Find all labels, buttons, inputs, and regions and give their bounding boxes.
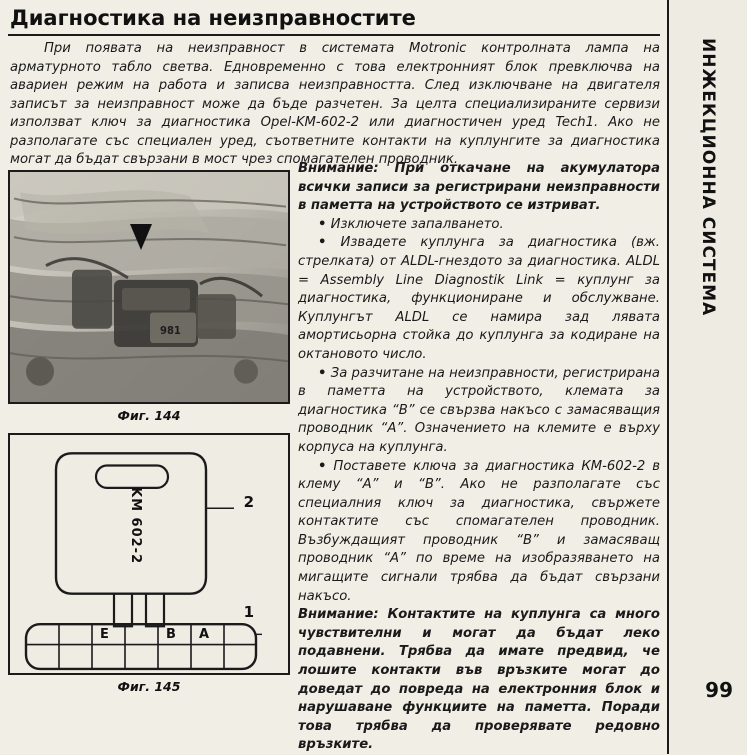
bullet-item-3: • За разчитане на неизправности, регистрирана в паметта на устройството, клемата за диагностика “В” се свързва накъсо с замасяващия проводник “А”. Означението на клемите е върху корпуса на куплунга. [298, 365, 660, 455]
bullet-item-1-text: Изключете запалването. [330, 216, 504, 232]
bullet-item-2-text: Извадете куплунга за диагностика (вж. стрелката) от ALDL-гнездото за диагностика. ALDL = Assembly Line Diagnostik Link = куплунг за диагностика, функциониране и обслужване. Куплунгът ALDL се намира зад лявата амортисьорна стойка до куплунга за кодиране на октановото число. [298, 235, 660, 362]
bullet-item-4-text: Поставете ключа за диагностика КМ-602-2 в клему “А” и “В”. Ако не разполагате със специалния ключ за диагностика, свържете контактите със спомагателен проводник. Възбуждащият проводник “В” и замасяващ проводник “А” по време на изобразяването на мигащите сигнали трябва да бъдат свързани накъсо. [298, 458, 660, 604]
pin-label-b: B [166, 627, 176, 642]
connector-diagram [10, 435, 288, 673]
bullet-item-4: • Поставете ключа за диагностика КМ-602-2 в клему “А” и “В”. Ако не разполагате със специалния ключ за диагностика, свържете контактите със спомагателен проводник. Възбуждащият проводник “В” и замасяващ проводник “А” по време на изобразяването на мигащите сигнали трябва да бъдат свързани накъсо. [298, 458, 660, 604]
figure-144-caption: Фиг. 144 [117, 408, 181, 423]
intro-text: При появата на неизправност в системата Motronic контролната лампа на арматурното табло светва. Едновременно с това електронният блок превключва на авариен режим на работа и записва неизправността. След изключване на двигателя записът за неизправност може да бъде разчетен. За целта специализираните сервизи използват ключ за диагностика Opel-KM-602-2 или диагностичен уред Tech1. Ако не разполагате със специален уред, съответните контакти на куплунгите за диагностика могат да бъдат свързани в мост чрез спомагателен проводник. [10, 41, 660, 167]
sidebar-section-label: ИНЖЕКЦИОННА СИСТЕМА [698, 38, 718, 317]
page-number: 99 [705, 678, 733, 702]
pointer-arrow-icon [130, 224, 152, 250]
pin-label-a: A [199, 627, 210, 642]
pin-label-e: E [100, 627, 109, 642]
bullet-item-1: • Изключете запалването. [318, 216, 504, 232]
warning-note-2: Внимание: Контактите на куплунга са много чувствителни и могат да бъдат леко подавнени. Трябва да имате предвид, че лошите контакти във връзките могат до доведат до повреда на електронния блок и нарушаване функциите на паметта. Поради това трябва да проверявате редовно връзките. [298, 607, 660, 753]
figures-column [8, 170, 290, 704]
right-text-column [298, 160, 660, 755]
diagnostic-key-label: KM 602-2 [128, 487, 143, 565]
intro-paragraph [10, 40, 660, 170]
title-divider [8, 34, 660, 36]
figure-145 [8, 433, 290, 675]
callout-2: 2 [243, 493, 254, 511]
warning-note-1: Внимание: При откачане на акумулатора всички записи за регистрирани неизправности в паметта на устройството се изтриват. [298, 161, 660, 214]
figure-145-caption: Фиг. 145 [117, 679, 181, 694]
bullet-item-3-text: За разчитане на неизправности, регистрирана в паметта на устройството, клемата за диагностика “В” се свързва накъсо с замасяващия проводник “А”. Означението на клемите е върху корпуса на куплунга. [298, 365, 660, 455]
page-title: Диагностика на неизправностите [10, 6, 416, 30]
engine-bay-photo [10, 172, 288, 402]
callout-1: 1 [243, 603, 254, 621]
bullet-item-2: • Извадете куплунга за диагностика (вж. стрелката) от ALDL-гнездото за диагностика. ALDL = Assembly Line Diagnostik Link = куплунг за диагностика, функциониране и обслужване. Куплунгът ALDL се намира зад лявата амортисьорна стойка до куплунга за кодиране на октановото число. [298, 235, 660, 362]
sidebar-label-wrap [695, 20, 721, 420]
figure-144 [8, 170, 290, 404]
section-sidebar [667, 0, 747, 754]
svg-text:981: 981 [160, 325, 181, 337]
